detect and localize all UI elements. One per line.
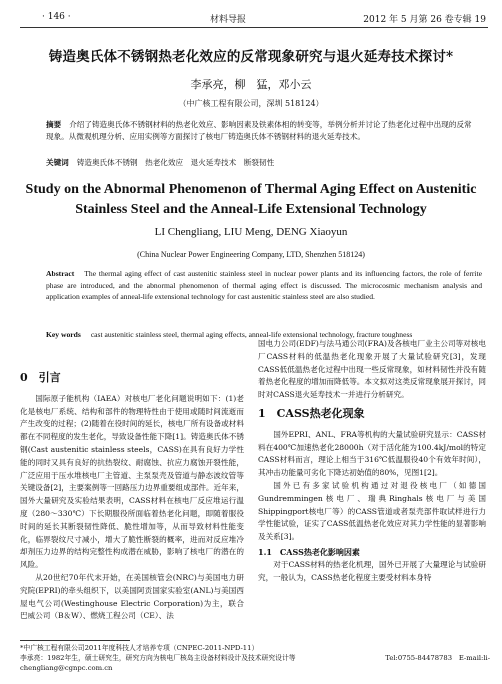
keywords-text-en: cast austenitic stainless steel, thermal aging effects, anneal-life extensional technology, fracture toughness [90,330,413,339]
footnote-rule [20,640,130,641]
abstract-label-en: Abstract [46,269,75,278]
title-english [0,180,502,220]
section-heading-thermal-aging: 1 CASS热老化现象 [258,406,365,420]
authors-chinese: 李承亮，柳 猛，邓小云 [190,78,312,91]
footnote-email: chengliang@cgnpc.com.cn [20,664,113,672]
abstract-text-cn: 介绍了铸造奥氏体不锈钢材料的热老化效应、影响因素及铁素体相的转变等，举例分析并讨论了热老化过程中出现的反常现象。从微观机理分析、应用实例等方面探讨了核电厂铸造奥氏体不锈钢材料的退火延寿技术。 [46,120,472,141]
abstract-text-en: The thermal aging effect of cast austenitic stainless steel in nuclear power plants and its influencing factors, the role of ferrite phase are introduced, and the abnormal phenomenon of thermal aging effect is discussed. The microcosmic mechanism analysis and application examples of anneal-life extensional technology for cast austenitic stainless steel are also studied. [46,269,482,301]
page-header [0,0,502,30]
left-column [20,372,244,623]
affiliation-chinese: （中广核工程有限公司，深圳 518124） [178,99,324,108]
keywords-label-en: Key words [46,330,81,339]
journal-name: 材料导报 [210,15,247,25]
abstract-chinese [46,119,478,143]
issue-date: 2012 年 5 月第 26 卷专辑 19 [363,15,486,25]
subsection-heading: 1.1 CASS热老化影响因素 [258,546,360,557]
keywords-label-cn: 关键词 [46,158,69,167]
body-paragraph: 对于CASS材料的热老化机理，国外已开展了大量理论与试验研究，一般认为，CASS热老化程度主要受材料本身特 [258,559,486,582]
keywords-chinese [46,157,478,168]
keywords-text-cn: 铸造奥氏体不锈钢 热老化效应 退火延寿技术 断裂韧性 [76,158,275,167]
right-column [258,338,486,584]
footnote-author [20,653,490,663]
abstract-label-cn: 摘要 [46,120,62,129]
title-english-line1: Study on the Abnormal Phenomenon of Thermal Aging Effect on Austenitic [25,182,477,197]
body-paragraph: 国外已有多家试验机构通过对退役核电厂（如德国Gundremmingen核电厂、瑞典Ringhals核电厂与美国Shippingport核电厂等）的CASS管道或者泵壳部件取试样进行力学性能试验，证实了CASS低温热老化效应对其力学性能的显著影响及关系[3]。 [258,480,486,542]
authors-english: LI Chengliang, LIU Meng, DENG Xiaoyun [154,226,348,238]
affiliation-english: (China Nuclear Power Engineering Company, LTD, Shenzhen 518124) [137,250,365,259]
body-paragraph: 国外EPRI、ANL、FRA等机构的大量试验研究显示：CASS材料在400℃加速热老化28000h（对于活化能为100.4kJ/mol的特定CASS材料而言，理论上相当于316℃低温服役40个有效年时间），其冲击功能量可劣化下降达初始值的80%，见图1[2]。 [258,429,486,478]
body-paragraph: 从20世纪70年代末开始，在美国核管会(NRC)与美国电力研究院(EPRI)的牵头组织下，以美国阿贡国家实验室(ANL)与美国西屋电气公司(Westinghouse Electric Corporation)为主，联合巴威公司（B＆W）、燃烧工程公司（CE）、法 [20,572,244,621]
body-paragraph: 国电力公司(EDF)与法马通公司(FRA)及各核电厂业主公司等对核电厂CASS材料的低温热老化现象开展了大量试验研究[3]，发现CASS低低温热老化过程中出现一些反常现象，如材料韧性并没有随着热老化程度的增加而降低等。本文拟对这类反常现象展开探讨，同时对CASS退火延寿技术一并进行分析研究。 [258,339,486,400]
abstract-english [46,268,482,303]
header-rule [20,27,488,28]
page-number: · 146 · [42,12,71,22]
footnote-fund: *中广核工程有限公司2011年度科技人才培养专项（CNPEC-2011-NPD-11） [20,644,259,652]
title-english-line2: Stainless Steel and the Anneal-Life Extensional Technology [75,202,427,217]
section-heading-introduction: 0 引言 [20,371,61,384]
footnote-contact: Tel:0755-84478783 E-mail:li- [385,654,490,662]
title-chinese: 铸造奥氏体不锈钢热老化效应的反常现象研究与退火延寿技术探讨* [48,49,454,65]
footnote-author-text: 李承亮：1982年生，硕士研究生，研究方向为核电厂核岛主设备材料设计及技术研究设计等 [20,654,296,662]
body-paragraph: 国际原子能机构（IAEA）对核电厂老化问题说明如下：(1)老化是核电厂系统、结构和部件的物理特性由于使用或随时间流逝而产生改变的过程；(2)随着在役时间的延长，核电厂所有设备或材料都在不同程度的发生老化，导致设备性能下降[1]。铸造奥氏体不锈钢(Cast austenitic stainless steels，CASS)在具有良好力学性能的同时又具有良好的抗热裂纹、耐腐蚀、抗应力腐蚀开裂性能，广泛应用于压水堆核电厂主管道、主泵泵壳及管道与静态波纹管等关键设备[2]，主要案例等一回路压力边界重要组成部件。近年来，国外大量研究及实验结果表明，CASS材料在核电厂反应堆运行温度（280～330℃）下长期服役所面临着热老化问题，即随着服役时间的延长其断裂韧性降低、脆性增加等，从而导致材料性能变化，临界裂纹尺寸减小，增大了脆性断裂的概率，进而对反应堆冷却剂压力边界的结构完整性构成潜在威胁，影响了核电厂的潜在的风险。 [20,393,244,570]
